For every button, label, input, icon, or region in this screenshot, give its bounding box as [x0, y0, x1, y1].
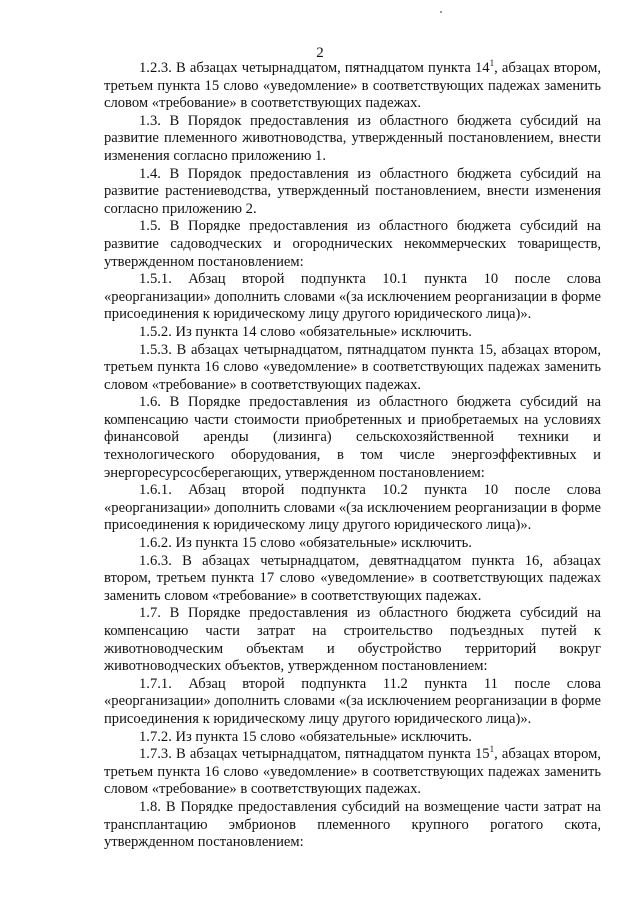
paragraph [104, 342, 601, 395]
paragraph [104, 166, 601, 219]
paragraph-text: 1.5. В Порядке предоставления из областного бюджета субсидий на развитие садоводческих и огороднических некоммерческих товариществ, утвержденном постановлением: [104, 218, 601, 270]
paragraph-text: 1.7.2. Из пункта 15 слово «обязательные» исключить. [139, 728, 472, 745]
paragraph-text: 1.7.1. Абзац второй подпункта 11.2 пункта 11 после слова «реорганизации» дополнить словами «(за исключением реорганизации в форме присоединения к юридическому лицу другого юридического лица)». [104, 675, 601, 727]
paragraph-text: 1.5.1. Абзац второй подпункта 10.1 пункта 10 после слова «реорганизации» дополнить словами «(за исключением реорганизации в форме присоединения к юридическому лицу другого юридического лица)». [104, 271, 601, 323]
paragraph-text: 1.3. В Порядок предоставления из областного бюджета субсидий на развитие племенного животноводства, утвержденный постановлением, внести изменения согласно приложению 1. [104, 112, 601, 164]
page-number: 2 [316, 45, 324, 61]
paragraph-text: 1.7. В Порядке предоставления из областного бюджета субсидий на компенсацию части затрат на строительство подъездных путей к животноводческим объектам и обустройство территорий вокруг животноводческих объектов, утвержденном постановлением: [104, 605, 601, 675]
paragraph-text-continued: , абзацах втором, третьем пункта 15 слово «уведомление» в соответствующих падежах заменить словом «требование» в соответствующих падежах. [104, 60, 601, 112]
paragraph-text: 1.4. В Порядок предоставления из областного бюджета субсидий на развитие растениеводства, утвержденный постановлением, внести изменения согласно приложению 2. [104, 165, 601, 217]
paragraph-text: 1.6. В Порядке предоставления из областного бюджета субсидий на компенсацию части стоимости приобретенных и приобретаемых на условиях финансовой аренды (лизинга) сельскохозяйственной техники и технологического оборудования, в том числе энергоэффективных и энергоресурсосберегающих, утвержденном постановлением: [104, 394, 601, 481]
paragraph [104, 746, 601, 799]
paragraph-text: 1.5.2. Из пункта 14 слово «обязательные» исключить. [139, 323, 472, 340]
document-body [104, 60, 601, 852]
paragraph [104, 394, 601, 482]
paragraph [104, 799, 601, 852]
paragraph [104, 676, 601, 729]
paragraph [104, 218, 601, 271]
paragraph-text: 1.6.3. В абзацах четырнадцатом, девятнадцатом пункта 16, абзацах втором, третьем пункта 17 слово «уведомление» в соответствующих падежах заменить словом «требование» в соответствующих падежах. [104, 552, 601, 604]
paragraph [104, 482, 601, 535]
paragraph [104, 553, 601, 606]
paragraph-text-continued: , абзацах втором, третьем пункта 16 слово «уведомление» в соответствующих падежах заменить словом «требование» в соответствующих падежах. [104, 746, 601, 798]
paragraph [104, 113, 601, 166]
paragraph [104, 729, 601, 747]
paragraph-text: 1.6.2. Из пункта 15 слово «обязательные» исключить. [139, 535, 472, 552]
paragraph [104, 271, 601, 324]
paragraph-text: 1.8. В Порядке предоставления субсидий на возмещение части затрат на трансплантацию эмбрионов племенного крупного рогатого скота, утвержденном постановлением: [104, 798, 601, 851]
paragraph [104, 324, 601, 342]
superscript-index: 1 [489, 58, 495, 69]
superscript-index: 1 [489, 744, 495, 755]
paragraph-text: 1.7.3. В абзацах четырнадцатом, пятнадцатом пункта 15 [139, 746, 490, 763]
paragraph-text: 1.2.3. В абзацах четырнадцатом, пятнадцатом пункта 14 [139, 60, 490, 76]
paragraph-text: 1.6.1. Абзац второй подпункта 10.2 пункта 10 после слова «реорганизации» дополнить словами «(за исключением реорганизации в форме присоединения к юридическому лицу другого юридического лица)». [104, 482, 601, 534]
paragraph [104, 535, 601, 553]
paragraph [104, 60, 601, 113]
paragraph [104, 605, 601, 675]
paragraph-text: 1.5.3. В абзацах четырнадцатом, пятнадцатом пункта 15, абзацах втором, третьем пункта 16 слово «уведомление» в соответствующих падежах заменить словом «требование» в соответствующих падежах. [104, 341, 601, 393]
scan-speck [440, 11, 442, 13]
